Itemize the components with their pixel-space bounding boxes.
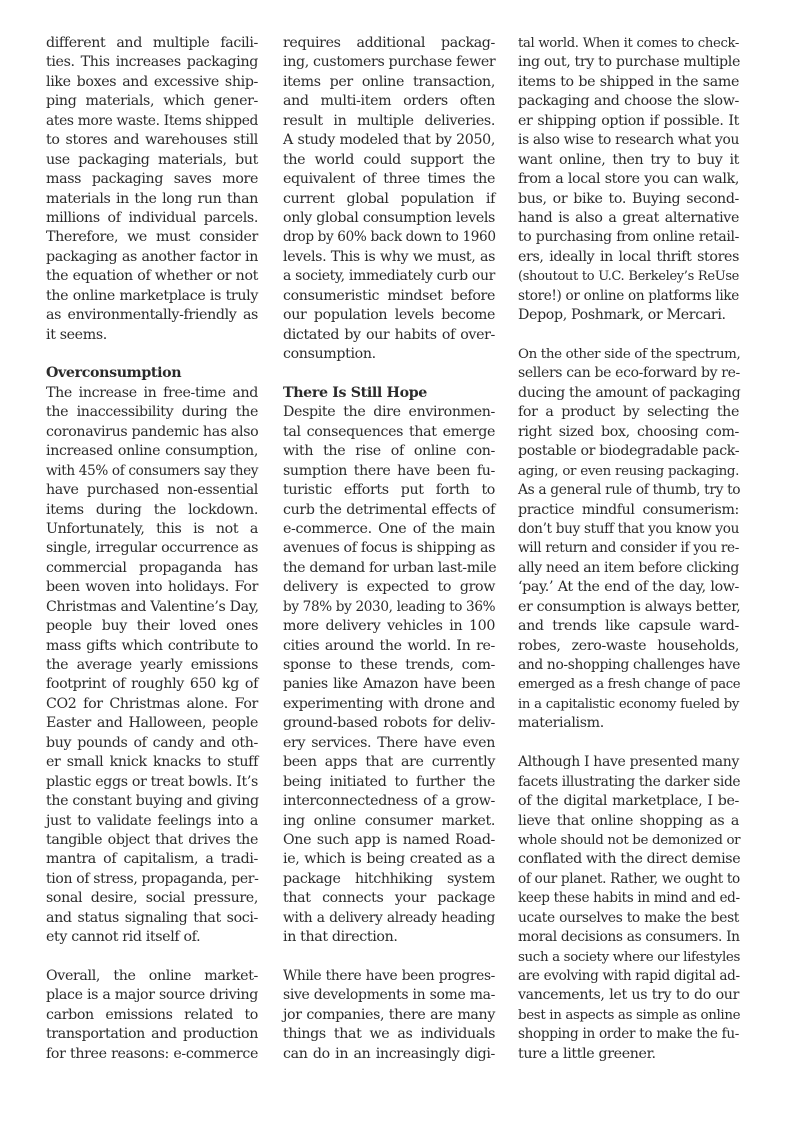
text-line: As a general rule of thumb, try to (518, 482, 741, 499)
text-line: Despite the dire environmen- (283, 404, 495, 421)
text-line: things that we as individuals (283, 1026, 495, 1043)
text-line: While there have been progres- (283, 968, 495, 984)
column-left (46, 34, 258, 1064)
text-line: with the rise of online con- (283, 443, 495, 460)
text-line: packaging as another factor in (46, 248, 258, 265)
text-line: Therefore, we must consider (46, 229, 258, 246)
text-line: mass gifts which contribute to (46, 637, 258, 654)
text-line: experimenting with drone and (283, 695, 495, 712)
text-line: items during the lockdown. (46, 501, 258, 518)
paragraph (283, 967, 495, 1064)
text-line: drop by 60% back down to 1960 (283, 229, 496, 246)
text-line: different and multiple facili- (46, 35, 258, 51)
text-line: been apps that are currently (283, 754, 495, 771)
paragraph (46, 384, 258, 948)
text-line: package hitchhiking system (283, 870, 495, 887)
text-line: have purchased non-essential (46, 482, 258, 499)
text-line: with a delivery already heading (283, 909, 495, 926)
text-line: transportation and production (46, 1026, 258, 1043)
text-line: Overall, the online market- (46, 968, 258, 984)
text-line: sive developments in some ma- (283, 987, 495, 1004)
text-line: sponse to these trends, com- (283, 657, 495, 673)
text-line: and trends like capsule ward- (518, 618, 739, 635)
text-line: (shoutout to U.C. Berkeley’s ReUse (518, 269, 739, 285)
text-line: is also wise to research what you (518, 132, 739, 149)
text-line: curb the detrimental effects of (283, 501, 495, 518)
text-line: levels. This is why we must, as (283, 248, 495, 265)
text-line: buy pounds of candy and oth- (46, 734, 258, 751)
text-line: of our planet. Rather, we ought to (518, 870, 740, 887)
text-line: carbon emissions related to (46, 1006, 258, 1023)
text-line: consumption. (283, 346, 376, 362)
text-line: commercial propaganda has (46, 559, 258, 576)
text-line: ducing the amount of packaging (518, 384, 741, 401)
text-line: jor companies, there are many (283, 1006, 495, 1023)
text-line: tal world. When it comes to check- (518, 36, 739, 51)
text-line: by 78% by 2030, leading to 36% (283, 598, 496, 615)
text-line: to stores and warehouses still (46, 132, 258, 149)
paragraph (518, 753, 739, 1064)
text-line: ture a little greener. (518, 1045, 656, 1062)
text-line: sonal desire, social pressure, (46, 890, 258, 907)
text-line: ety cannot rid itself of. (46, 929, 201, 946)
text-line: with 45% of consumers say they (46, 462, 259, 479)
text-line: vancements, let us try to do our (518, 987, 739, 1004)
text-line: consumeristic mindset before (283, 287, 495, 304)
text-line: requires additional packag- (283, 35, 495, 51)
text-line: in that direction. (283, 929, 398, 946)
text-line: ery services. There have even (283, 734, 495, 751)
text-line: The increase in free-time and (46, 384, 258, 401)
text-line: dictated by our habits of over- (283, 326, 495, 343)
text-line: ground-based robots for deliv- (283, 715, 495, 732)
column-middle (283, 34, 495, 1064)
text-line: robes, zero-waste households, (518, 637, 739, 654)
text-line: One such app is named Road- (283, 831, 495, 848)
text-line: tion of stress, propaganda, per- (46, 870, 259, 887)
text-line: hand is also a great alternative (518, 209, 739, 226)
text-line: moral decisions as consumers. In (518, 929, 740, 946)
text-line: panies like Amazon have been (283, 676, 495, 693)
text-line: the online marketplace is truly (46, 287, 258, 304)
text-line: emerged as a fresh change of pace (518, 677, 741, 693)
text-line: keep these habits in mind and ed- (518, 890, 740, 907)
paragraph (46, 967, 258, 1064)
text-line: aging, or even reusing packaging. (518, 463, 739, 479)
text-line: increased online consumption, (46, 443, 258, 460)
text-line: from a local store you can walk, (518, 171, 739, 188)
text-line: Easter and Halloween, people (46, 715, 258, 732)
text-line: in a capitalistic economy fueled by (518, 696, 739, 712)
text-line: sumption there have been fu- (283, 462, 495, 479)
text-line: of the digital marketplace, I be- (518, 793, 739, 810)
text-line: store!) or online on platforms like (518, 287, 739, 304)
text-line: and multi-item orders often (283, 93, 495, 110)
paragraph-spacer (518, 734, 739, 753)
text-line: the demand for urban last-mile (283, 559, 497, 576)
text-line: such a society where our lifestyles (518, 949, 740, 965)
paragraph (283, 34, 495, 364)
text-line: items per online transaction, (283, 73, 495, 90)
text-line: as environmentally-friendly as (46, 307, 258, 324)
text-line: packaging and choose the slow- (518, 93, 739, 110)
text-line: use packaging materials, but (46, 151, 258, 168)
text-line: plastic eggs or treat bowls. It’s (46, 773, 258, 790)
text-line: place is a major source driving (46, 987, 258, 1004)
text-line: facets illustrating the darker side (518, 773, 741, 790)
text-line: best in aspects as simple as online (518, 1007, 741, 1023)
text-line: our population levels become (283, 307, 495, 324)
text-line: ping materials, which gener- (46, 93, 258, 110)
text-line: ally need an item before clicking (518, 559, 739, 576)
text-line: On the other side of the spectrum, (518, 347, 741, 362)
text-line: avenues of focus is shipping as (283, 540, 495, 557)
text-line: are evolving with rapid digital ad- (518, 968, 740, 984)
text-line: A study modeled that by 2050, (283, 132, 495, 149)
paragraph-spacer (46, 948, 258, 967)
text-line: that connects your package (283, 890, 495, 907)
text-line: a society, immediately curb our (283, 268, 495, 285)
text-line: materialism. (518, 715, 604, 732)
text-line: ing out, try to purchase multiple (518, 54, 740, 71)
text-line: shopping in order to make the fu- (518, 1026, 739, 1043)
paragraph (283, 403, 495, 947)
paragraph (518, 345, 739, 734)
text-line: ers, ideally in local thrift stores (518, 248, 739, 265)
text-line: er small knick knacks to stuff (46, 754, 258, 771)
text-line: materials in the long run than (46, 190, 258, 207)
text-line: tal consequences that emerge (283, 423, 495, 440)
text-line: lieve that online shopping as a (518, 812, 739, 829)
text-line: ‘pay.’ At the end of the day, low- (518, 579, 739, 596)
text-line: ties. This increases packaging (46, 54, 258, 71)
text-line: practice mindful consumerism: (518, 501, 739, 518)
text-line: people buy their loved ones (46, 618, 258, 635)
text-line: er consumption is always better, (518, 598, 741, 615)
text-line: items to be shipped in the same (518, 73, 739, 90)
text-line: Unfortunately, this is not a (46, 520, 258, 537)
text-line: want online, then try to buy it (518, 151, 739, 168)
text-line: coronavirus pandemic has also (46, 423, 259, 440)
text-line: conflated with the direct demise (518, 851, 741, 868)
text-line: ie, which is being created as a (283, 851, 495, 868)
text-line: mantra of capitalism, a tradi- (46, 851, 258, 868)
paragraph (46, 34, 258, 345)
text-line: will return and consider if you re- (518, 540, 739, 557)
text-line: result in multiple deliveries. (283, 112, 495, 129)
text-line: right sized box, choosing com- (518, 423, 739, 440)
text-line: for a product by selecting the (518, 404, 739, 421)
text-line: more delivery vehicles in 100 (283, 618, 495, 635)
text-line: the average yearly emissions (46, 657, 258, 673)
text-line: tangible object that drives the (46, 831, 258, 848)
paragraph-spacer (46, 345, 258, 364)
text-line: the inaccessibility during the (46, 404, 258, 421)
text-line: and no-shopping challenges have (518, 657, 741, 673)
text-line: mass packaging saves more (46, 171, 258, 188)
text-line: for three reasons: e-commerce (46, 1045, 258, 1062)
section-heading: There Is Still Hope (283, 384, 427, 401)
text-line: er shipping option if possible. It (518, 112, 739, 129)
text-line: can do in an increasingly digi- (283, 1045, 495, 1062)
text-line: Depop, Poshmark, or Mercari. (518, 307, 726, 324)
text-line: whole should not be demonized or (518, 832, 741, 848)
paragraph-spacer (283, 364, 495, 383)
text-line: equivalent of three times the (283, 171, 495, 188)
text-line: interconnectedness of a grow- (283, 793, 495, 810)
text-line: ucate ourselves to make the best (518, 909, 739, 926)
text-line: bus, or bike to. Buying second- (518, 190, 739, 207)
text-line: ing, customers purchase fewer (283, 54, 496, 71)
text-line: being initiated to further the (283, 773, 495, 790)
text-line: postable or biodegradable pack- (518, 443, 740, 460)
text-line: Although I have presented many (518, 754, 739, 771)
column-right (518, 34, 739, 1064)
paragraph-spacer (283, 948, 495, 967)
text-line: Christmas and Valentine’s Day, (46, 598, 259, 615)
text-line: delivery is expected to grow (283, 579, 495, 596)
text-line: like boxes and excessive ship- (46, 73, 258, 90)
text-line: single, irregular occurrence as (46, 540, 258, 557)
section-heading: Overconsumption (46, 365, 182, 382)
text-line: and status signaling that soci- (46, 909, 258, 926)
text-line: ates more waste. Items shipped (46, 112, 258, 129)
text-line: current global population if (283, 190, 495, 207)
text-line: the equation of whether or not (46, 268, 258, 285)
text-line: don’t buy stuff that you know you (518, 520, 739, 537)
text-line: turistic efforts put forth to (283, 482, 495, 499)
text-line: it seems. (46, 326, 107, 343)
text-line: e-commerce. One of the main (283, 520, 495, 537)
text-line: millions of individual parcels. (46, 209, 258, 226)
text-line: sellers can be eco-forward by re- (518, 365, 740, 382)
text-line: footprint of roughly 650 kg of (46, 676, 258, 693)
text-line: just to validate feelings into a (46, 812, 258, 829)
text-line: only global consumption levels (283, 209, 495, 226)
paragraph-spacer (518, 326, 739, 345)
text-line: ing online consumer market. (283, 812, 495, 829)
text-line: been woven into holidays. For (46, 579, 258, 596)
text-line: the constant buying and giving (46, 793, 259, 810)
paragraph (518, 34, 739, 326)
text-line: to purchasing from online retail- (518, 229, 739, 246)
text-line: cities around the world. In re- (283, 637, 495, 654)
text-line: the world could support the (283, 151, 495, 168)
text-line: CO2 for Christmas alone. For (46, 695, 258, 712)
